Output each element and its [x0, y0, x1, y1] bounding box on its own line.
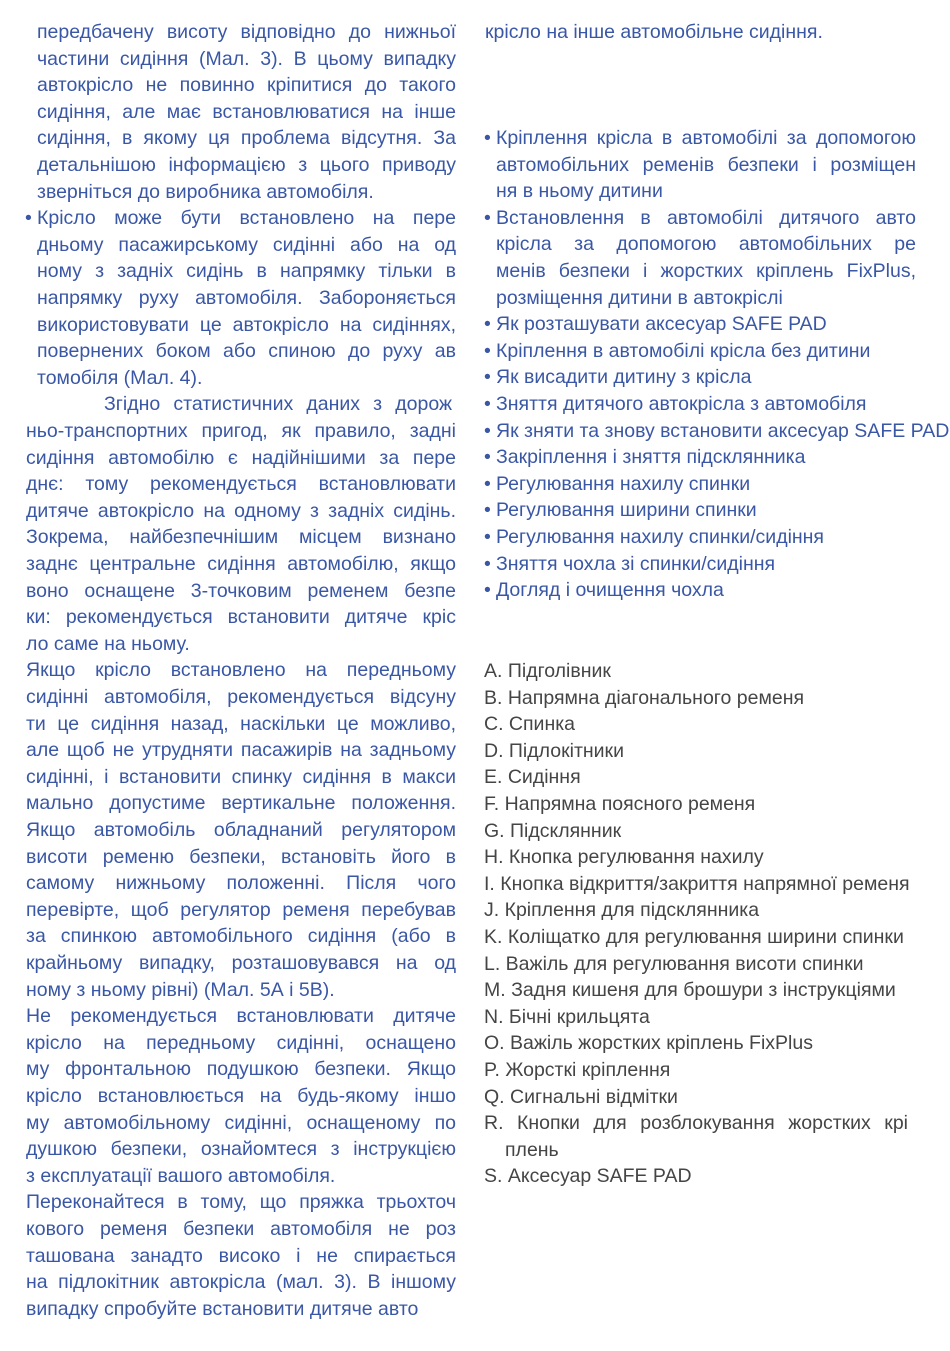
bullet-icon: • — [484, 339, 491, 362]
menu-item — [496, 418, 949, 444]
part-label-text: N. Бічні крильцята — [484, 1005, 650, 1028]
menu-item-text: Зняття чохла зі спинки/сидіння — [496, 552, 776, 575]
menu-item — [496, 524, 824, 550]
part-label — [484, 951, 864, 977]
left-column-line-text: повернених боком або спиною до руху ав — [37, 340, 456, 363]
part-label-text: G. Підсклянник — [484, 819, 622, 842]
part-label — [484, 791, 755, 817]
part-label-text: B. Напрямна діагонального ременя — [484, 686, 805, 709]
left-column-line-text: Переконайтеся в тому, що пряжка трьохточ — [26, 1191, 456, 1214]
left-column-line — [37, 365, 456, 391]
left-column-line — [26, 737, 456, 763]
left-column-line-text: ки: рекомендується встановити дитяче кріс — [26, 606, 456, 629]
part-label — [484, 818, 621, 844]
part-label — [484, 1163, 692, 1189]
left-column-line — [37, 19, 456, 45]
left-column-line — [37, 312, 456, 338]
part-label — [484, 1004, 650, 1030]
left-column-line — [26, 870, 456, 896]
part-label-text: J. Кріплення для підсклянника — [484, 899, 760, 922]
menu-item-text: Встановлення в автомобілі дитячого авто — [496, 206, 916, 229]
left-column-line-text: воно оснащене 3-точковим ременем безпе — [26, 579, 456, 602]
menu-item-text: Регулювання ширини спинки — [496, 499, 757, 522]
left-column-line — [104, 391, 452, 417]
part-label-text: O. Важіль жорстких кріплень FixPlus — [484, 1032, 813, 1055]
left-column-line-text: випадку спробуйте встановити дитяче авто — [26, 1297, 419, 1320]
left-column-line-text: крісло на передньому сидінні, оснащено — [26, 1031, 456, 1054]
menu-item-text: Як розташувати аксесуар SAFE PAD — [496, 313, 827, 336]
left-column-line — [26, 445, 456, 471]
left-column-line — [37, 152, 456, 178]
left-column-line-text: сидіння автомобілю є надійнішими за пере — [26, 446, 456, 469]
menu-item — [496, 338, 870, 364]
left-column-line — [37, 72, 456, 98]
left-column-line — [26, 1056, 456, 1082]
menu-item-text: Догляд і очищення чохла — [496, 579, 724, 602]
menu-item — [496, 471, 750, 497]
left-column-line — [37, 232, 456, 258]
left-column-line-text: дитяче автокрісло на одному з задніх сидінь. — [26, 499, 456, 522]
menu-item — [496, 311, 827, 337]
left-column-line-text: автокрісло не повинно кріпитися до такого — [37, 74, 456, 97]
left-column-line — [26, 1136, 456, 1162]
left-column-line-text: сидінні, і встановити спинку сидіння в макси — [26, 765, 456, 788]
left-column-line — [37, 125, 456, 151]
part-label — [484, 844, 764, 870]
left-column-line-text: сидіння, в якому ця проблема відсутня. За — [37, 127, 456, 150]
left-column-line — [26, 631, 456, 657]
left-column-line — [26, 418, 456, 444]
part-label-text: R. Кнопки для розблокування жорстких крі — [484, 1112, 908, 1135]
left-column-line-text: дньому пасажирському сидінні або на од — [37, 233, 456, 256]
menu-item — [496, 152, 916, 178]
part-label-text: I. Кнопка відкриття/закриття напрямної ременя — [484, 872, 910, 895]
left-column-line — [26, 1083, 456, 1109]
left-column-line-text: ному з задніх сидінь в напрямку тільки в — [37, 260, 456, 283]
left-column-line — [37, 46, 456, 72]
left-column-line — [26, 657, 456, 683]
menu-item — [496, 551, 775, 577]
left-column-line-text: мально допустиме вертикальне положення. — [26, 792, 456, 815]
menu-item — [496, 391, 866, 417]
part-label — [505, 1137, 559, 1163]
menu-item-text: Як зняти та знову встановити аксесуар SAFE PAD — [496, 419, 950, 442]
menu-item — [496, 258, 916, 284]
part-label — [484, 897, 759, 923]
left-column-line — [26, 897, 456, 923]
part-label — [484, 1084, 678, 1110]
left-column-line — [26, 977, 456, 1003]
left-column-line-text: Якщо крісло встановлено на передньому — [26, 659, 456, 682]
bullet-icon: • — [484, 472, 491, 495]
left-column-line — [26, 1003, 456, 1029]
left-column-line — [26, 604, 456, 630]
left-column-line-text: напрямку руху автомобіля. Забороняється — [37, 287, 456, 309]
left-column-line — [37, 338, 456, 364]
left-column-line-text: передбачену висоту відповідно до нижньої — [37, 21, 456, 43]
left-column-line — [26, 1216, 456, 1242]
left-column-line — [26, 1189, 456, 1215]
left-column-line-text: днє: тому рекомендується встановлювати — [26, 473, 456, 496]
left-column-line-text: використовувати це автокрісло на сидіннях, — [37, 313, 456, 336]
part-label-text: D. Підлокітники — [484, 739, 624, 762]
left-column-line-text: Зокрема, найбезпечнішим місцем визнано — [26, 526, 456, 549]
part-label — [484, 658, 611, 684]
left-column-line-text: сидіння, але має встановлюватися на інше — [37, 100, 456, 123]
left-column-line — [26, 844, 456, 870]
left-column-line-text: заднє центральне сидіння автомобілю, якщо — [26, 553, 456, 575]
bullet-icon: • — [484, 393, 491, 415]
left-column-line — [26, 578, 456, 604]
bullet-icon: • — [484, 446, 491, 469]
menu-item-text: Зняття дитячого автокрісла з автомобіля — [496, 393, 867, 415]
menu-item — [496, 178, 663, 204]
left-column-line-text: Крісло може бути встановлено на пере — [37, 207, 456, 230]
menu-item-text: Регулювання нахилу спинки — [496, 472, 751, 495]
left-column-line-text: ло саме на ньому. — [26, 632, 190, 655]
bullet-icon: • — [484, 313, 491, 336]
right-column-line — [485, 19, 823, 45]
left-column-line — [26, 1269, 456, 1295]
menu-item-text: Кріплення крісла в автомобілі за допомогою — [496, 127, 916, 149]
left-column-line-text: му фронтальною подушкою безпеки. Якщо — [26, 1058, 456, 1081]
part-label-text: Q. Сигнальні відмітки — [484, 1085, 678, 1108]
left-column-line — [26, 817, 456, 843]
menu-item-text: ня в ньому дитини — [496, 180, 663, 203]
left-column-line — [26, 764, 456, 790]
left-column-line — [26, 551, 456, 577]
menu-item-text: Як висадити дитину з крісла — [496, 366, 752, 389]
left-column-line-text: зверніться до виробника автомобіля. — [37, 180, 374, 203]
part-label-text: L. Важіль для регулювання висоти спинки — [484, 952, 864, 975]
part-label-text: C. Спинка — [484, 713, 576, 736]
part-label — [484, 1057, 670, 1083]
menu-item-text: менів безпеки і жорстких кріплень FixPlus, — [496, 260, 916, 282]
left-column-line-text: Якщо автомобіль обладнаний регулятором — [26, 819, 456, 841]
bullet-icon: • — [484, 579, 491, 602]
left-column-line-text: але щоб не утрудняти пасажирів на задньому — [26, 739, 456, 762]
part-label — [484, 685, 804, 711]
menu-item — [496, 285, 783, 311]
left-column-line-text: ти це сидіння назад, наскільки це можливо, — [26, 712, 456, 735]
left-column-line-text: кового ременя безпеки автомобіля не роз — [26, 1218, 456, 1240]
bullet-icon: • — [484, 499, 491, 522]
left-column-line — [37, 285, 456, 311]
left-column-line — [26, 524, 456, 550]
left-column-line-text: томобіля (Мал. 4). — [37, 366, 203, 389]
menu-item — [496, 497, 757, 523]
bullet-icon: • — [484, 552, 491, 575]
menu-item — [496, 364, 751, 390]
left-column-line — [26, 1296, 456, 1322]
menu-item-text: Кріплення в автомобілі крісла без дитини — [496, 339, 871, 362]
part-label — [484, 764, 581, 790]
part-label — [484, 711, 575, 737]
left-column-line-text: крісло встановлюється на будь-якому іншо — [26, 1085, 456, 1107]
left-column-line-text: Згідно статистичних даних з дорож — [104, 393, 452, 416]
left-column-line-text: висоти ременю безпеки, встановіть його в — [26, 845, 456, 868]
left-column-line — [26, 684, 456, 710]
left-column-line-text: самому нижньому положенні. Після чого — [26, 872, 456, 895]
bullet-icon: • — [484, 127, 491, 149]
left-column-line — [26, 471, 456, 497]
left-column-line-text: Не рекомендується встановлювати дитяче — [26, 1005, 456, 1028]
part-label-text: плень — [505, 1138, 559, 1161]
left-column-line-text: сидінні автомобіля, рекомендується відсуну — [26, 686, 456, 708]
menu-item-text: Регулювання нахилу спинки/сидіння — [496, 526, 824, 548]
menu-item-text: Закріплення і зняття підсклянника — [496, 446, 806, 469]
left-column-line — [26, 790, 456, 816]
right-column-line-text: крісло на інше автомобільне сидіння. — [485, 21, 823, 43]
left-column-line-text: крайньому випадку, розташовувався на од — [26, 952, 456, 974]
part-label-text: E. Сидіння — [484, 766, 581, 789]
left-column-line-text: на підлокітник автокрісла (мал. 3). В іншому — [26, 1271, 456, 1294]
left-column-line — [26, 711, 456, 737]
left-column-line-text: частини сидіння (Мал. 3). В цьому випадку — [37, 47, 456, 70]
left-column-line-text: детальнішою інформацією з цього приводу — [37, 154, 456, 176]
bullet-icon: • — [484, 206, 491, 229]
left-column-line-text: за спинкою автомобільного сидіння (або в — [26, 925, 456, 948]
left-column-line — [26, 1030, 456, 1056]
left-column-line-text: ньо-транспортних пригод, як правило, задні — [26, 420, 456, 442]
left-column-line — [26, 1163, 456, 1189]
menu-item — [496, 444, 805, 470]
bullet-icon: • — [484, 366, 491, 389]
left-column-line — [26, 1110, 456, 1136]
part-label-text: P. Жорсткі кріплення — [484, 1059, 671, 1081]
part-label-text: F. Напрямна поясного ременя — [484, 793, 756, 815]
part-label-text: H. Кнопка регулювання нахилу — [484, 846, 764, 869]
menu-item-text: автомобільних ременів безпеки і розміщен — [496, 153, 916, 176]
menu-item — [496, 125, 916, 151]
part-label-text: S. Аксесуар SAFE PAD — [484, 1165, 692, 1188]
left-column-line-text: ному з ньому рівні) (Мал. 5А і 5В). — [26, 978, 335, 1001]
bullet-icon: • — [484, 419, 491, 442]
left-column-line — [26, 923, 456, 949]
menu-item — [496, 577, 724, 603]
bullet-icon: • — [484, 526, 491, 548]
bullet-icon: • — [25, 207, 32, 230]
part-label-text: K. Коліщатко для регулювання ширини спинки — [484, 926, 904, 948]
part-label-text: M. Задня кишеня для брошури з інструкціями — [484, 979, 896, 1002]
part-label — [484, 924, 904, 950]
menu-item-text: крісла за допомогою автомобільних ре — [496, 233, 916, 256]
left-column-line — [37, 99, 456, 125]
part-label — [484, 1110, 908, 1136]
menu-item — [496, 231, 916, 257]
left-column-line — [37, 179, 456, 205]
left-column-line-text: ташована занадто високо і не спирається — [26, 1244, 456, 1267]
part-label-text: A. Підголівник — [484, 660, 611, 682]
left-column-line — [26, 950, 456, 976]
left-column-line-text: душкою безпеки, ознайомтеся з інструкцією — [26, 1138, 456, 1161]
part-label — [484, 871, 910, 897]
left-column-line — [26, 1243, 456, 1269]
left-column-line-text: з експлуатації вашого автомобіля. — [26, 1164, 336, 1187]
menu-item — [496, 205, 916, 231]
left-column-line-text: му автомобільному сидінні, оснащеному по — [26, 1111, 456, 1134]
menu-item-text: розміщення дитини в автокріслі — [496, 286, 783, 309]
part-label — [484, 977, 896, 1003]
part-label — [484, 738, 624, 764]
left-column-line — [37, 258, 456, 284]
left-column-line — [26, 498, 456, 524]
part-label — [484, 1030, 813, 1056]
left-column-line-text: перевірте, щоб регулятор ременя перебував — [26, 898, 456, 921]
left-column-line — [37, 205, 456, 231]
